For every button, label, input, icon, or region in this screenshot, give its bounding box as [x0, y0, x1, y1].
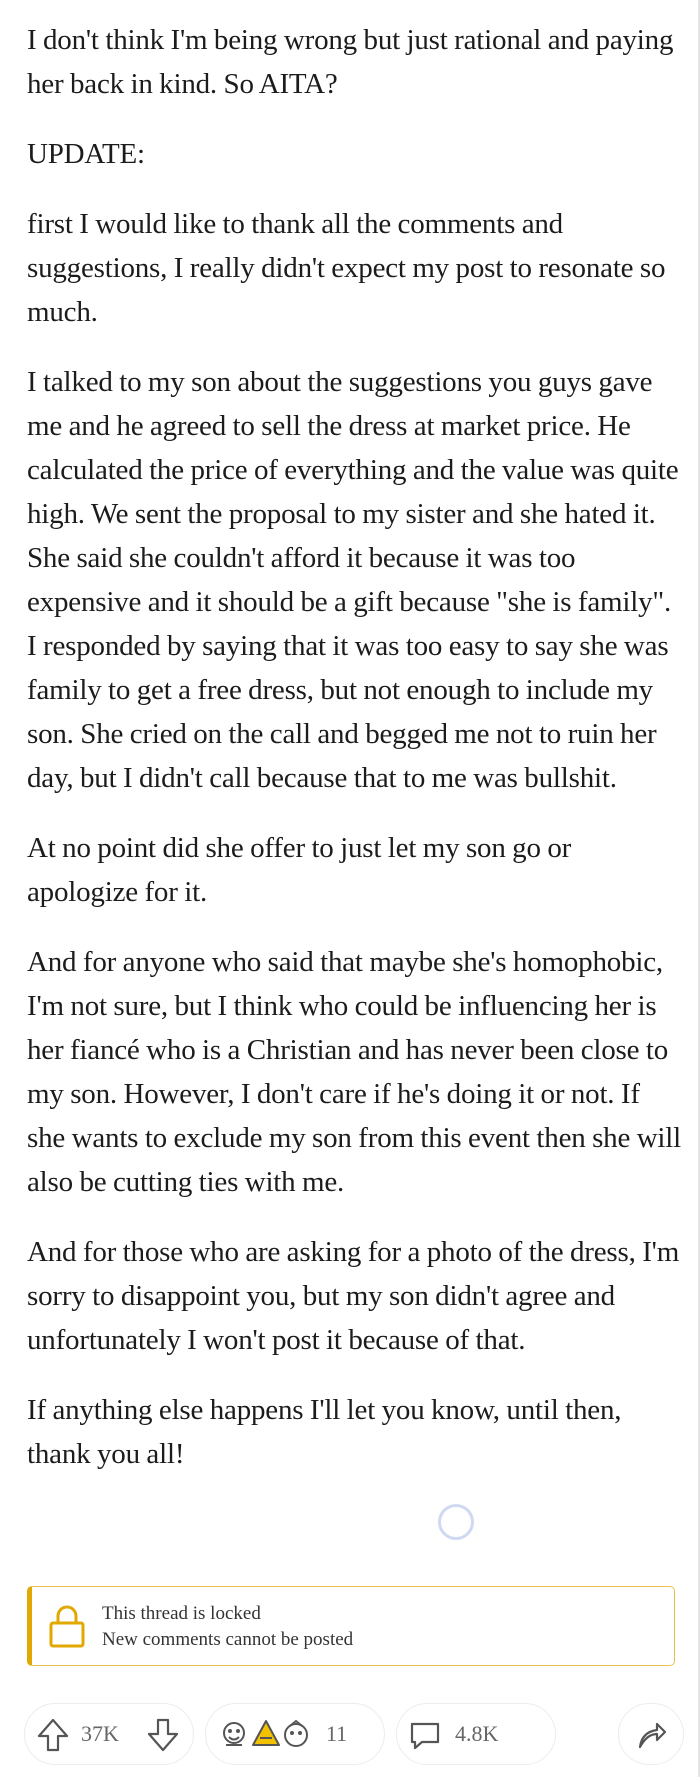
- loading-spinner: [438, 1504, 474, 1540]
- post-paragraph: At no point did she offer to just let my son go or apologize for it.: [27, 832, 572, 908]
- vote-count: 37K: [81, 1721, 119, 1746]
- awards-button[interactable]: [205, 1703, 385, 1765]
- comment-count: 4.8K: [455, 1721, 499, 1746]
- post-paragraph: And for anyone who said that maybe she's homophobic, I'm not sure, but I think who could be influencing her is her fiancé who is a Christian and has never been close to my son. However, I don't care if he's doing it or not. If she wants to exclude my son from this event then she will also be cutting ties with me.: [27, 946, 682, 1198]
- post-body: [27, 18, 683, 1502]
- downvote-icon[interactable]: [147, 1718, 179, 1752]
- lock-icon: [48, 1603, 86, 1649]
- share-icon: [637, 1720, 667, 1750]
- locked-subtitle: New comments cannot be posted: [102, 1629, 354, 1650]
- comments-button[interactable]: [396, 1703, 556, 1765]
- upvote-icon[interactable]: [37, 1718, 69, 1752]
- post-paragraph: I talked to my son about the suggestions you guys gave me and he agreed to sell the dress at market price. He calculated the price of everything and the value was quite high. We sent the proposal to my sister and she hated it. She said she couldn't afford it because it was too expensive and it should be a gift because "she is family". I responded by saying that it was too easy to say she was family to get a free dress, but not enough to include my son. She cried on the call and begged me not to ruin her day, but I didn't call because that to me was bullshit.: [27, 366, 679, 794]
- post-paragraph: And for those who are asking for a photo of the dress, I'm sorry to disappoint you, but my son didn't agree and unfortunately I won't post it because of that.: [27, 1236, 680, 1356]
- post-paragraph: first I would like to thank all the comments and suggestions, I really didn't expect my post to resonate so much.: [27, 208, 666, 328]
- locked-title: This thread is locked: [102, 1603, 261, 1624]
- locked-thread-notice: [27, 1586, 675, 1666]
- award-icon: [280, 1718, 312, 1750]
- vote-pill: [24, 1703, 194, 1765]
- post-paragraph: UPDATE:: [27, 138, 145, 170]
- share-button[interactable]: [618, 1703, 684, 1765]
- award-count: 11: [326, 1721, 348, 1746]
- post-paragraph: If anything else happens I'll let you know, until then, thank you all!: [27, 1394, 622, 1470]
- award-icon: [250, 1718, 282, 1750]
- post-paragraph: I don't think I'm being wrong but just rational and paying her back in kind. So AITA?: [27, 24, 674, 100]
- post-action-bar: [24, 1703, 684, 1765]
- comment-icon: [409, 1720, 441, 1752]
- award-icon: [220, 1719, 254, 1751]
